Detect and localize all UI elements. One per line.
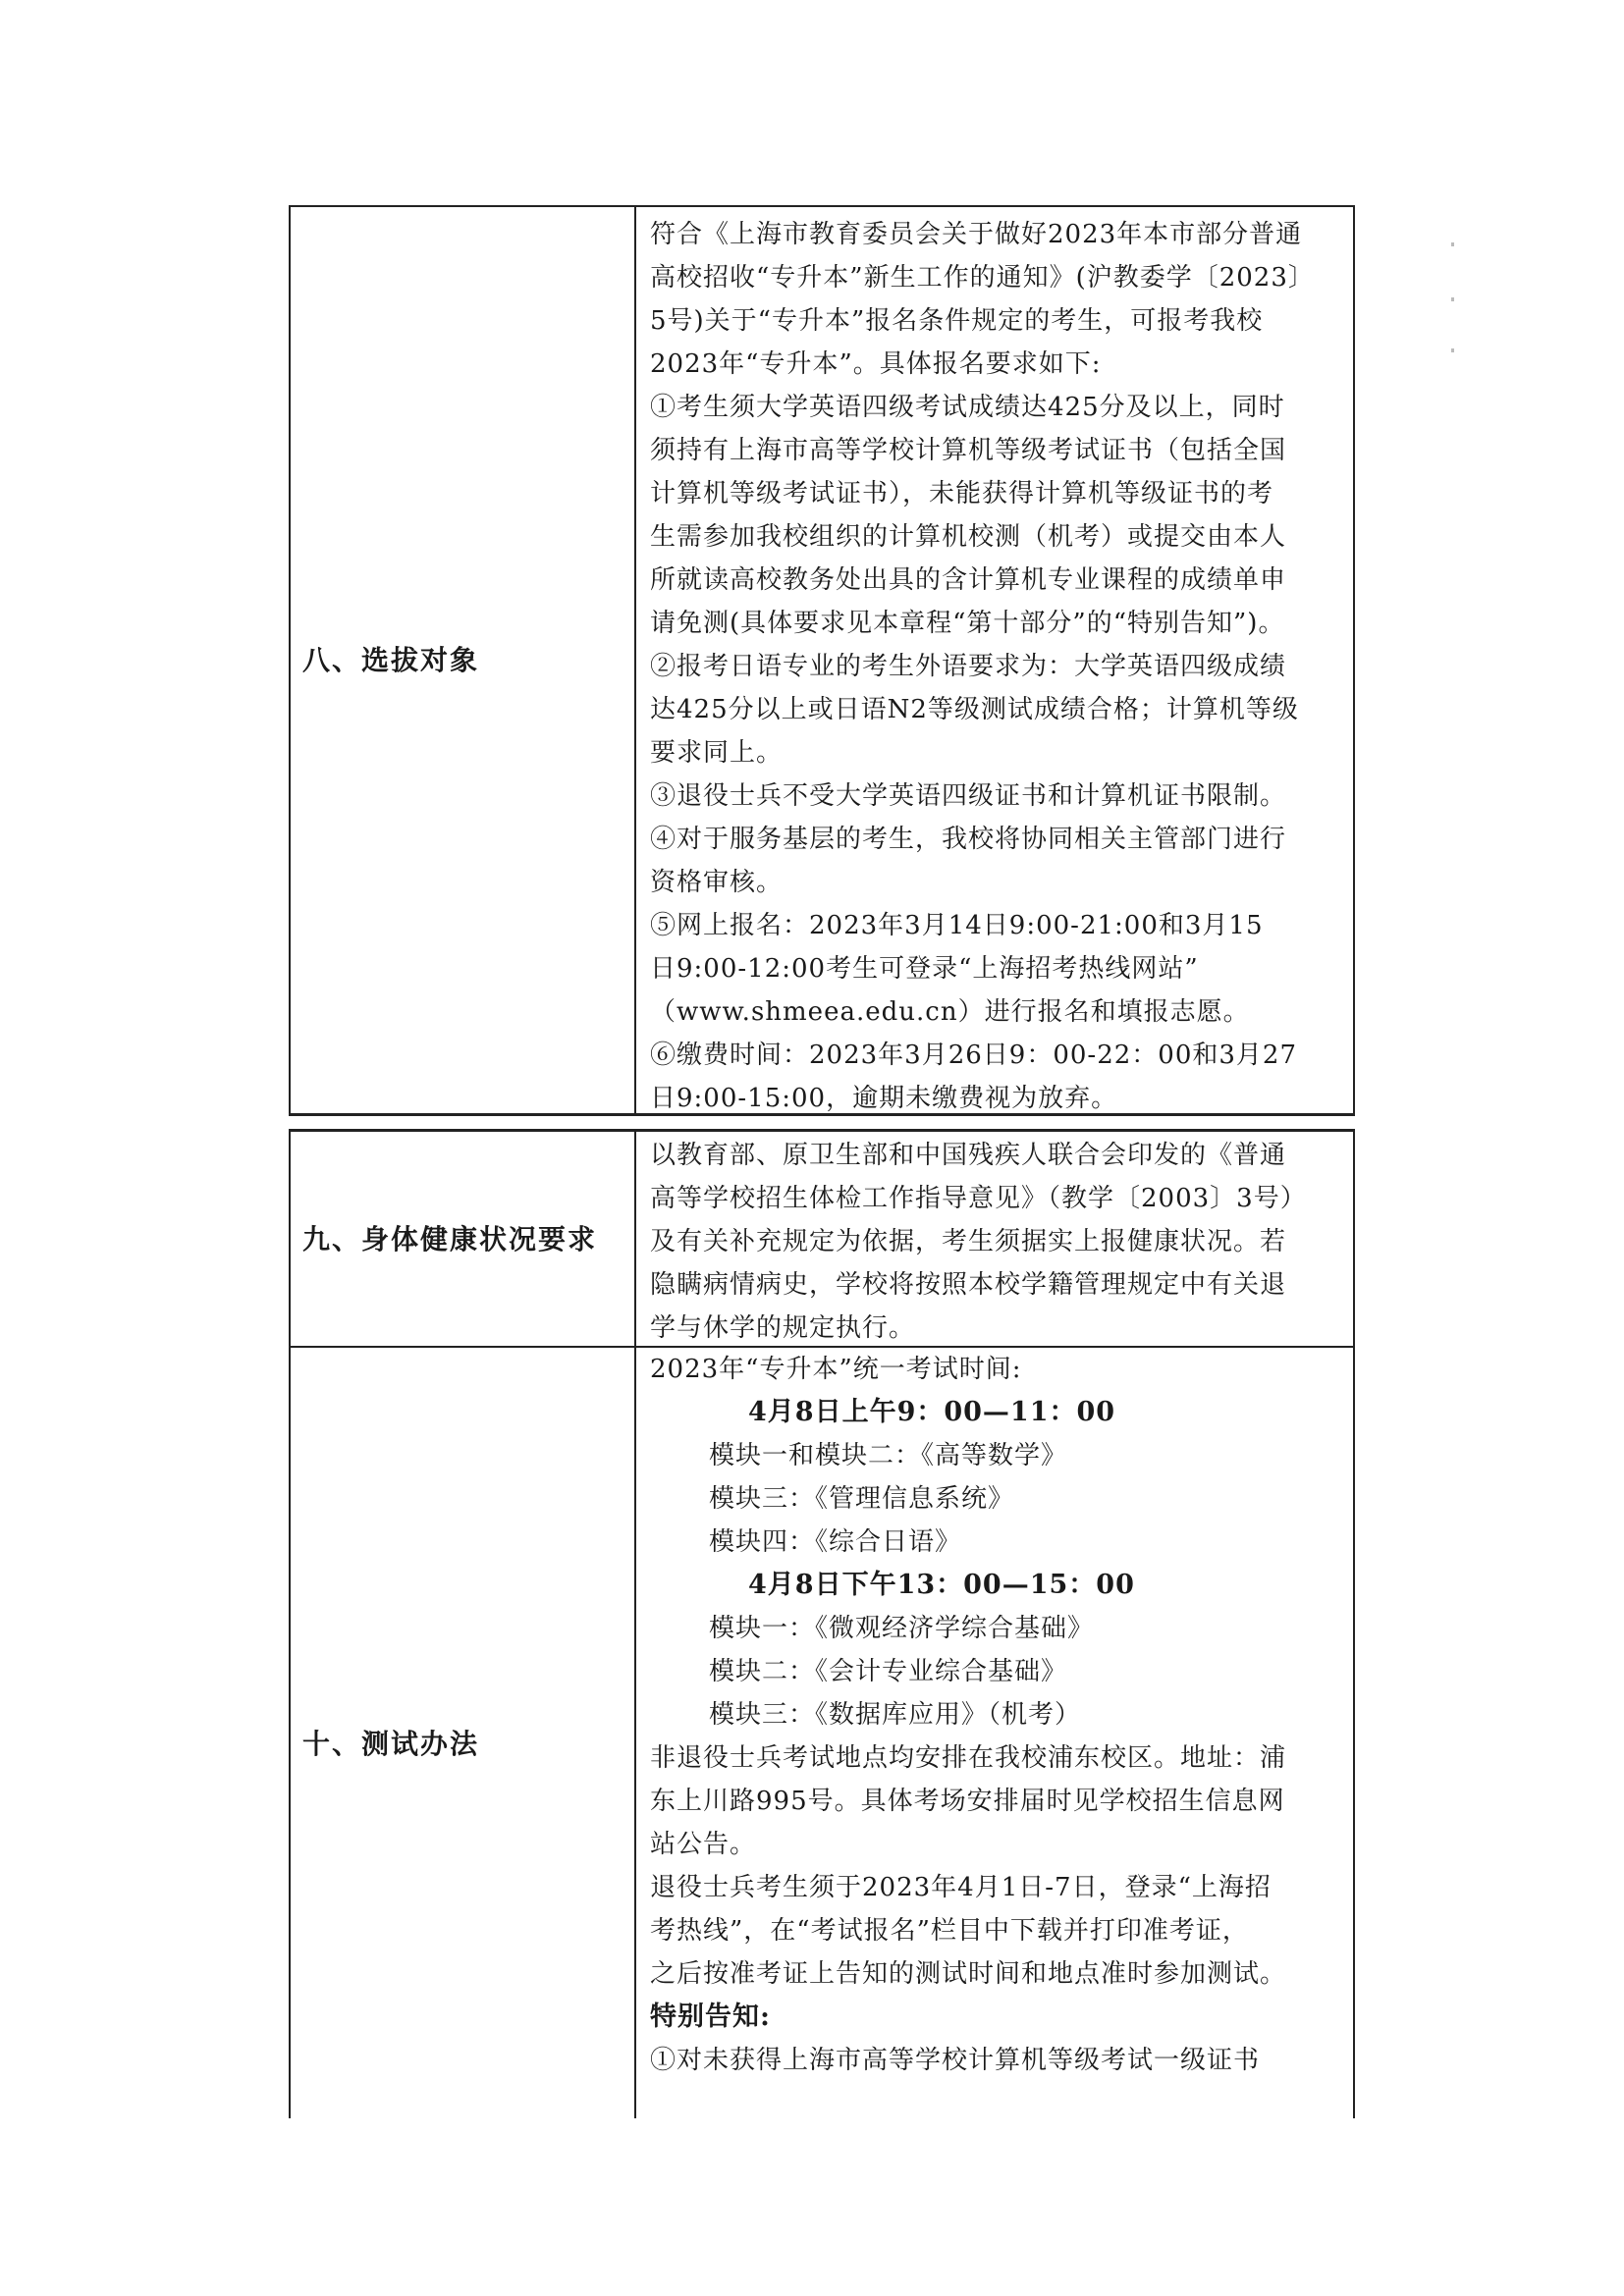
text-line: 请免测(具体要求见本章程“第十部分”的“特别告知”)。 [650,609,1285,638]
label-cell [291,207,636,1113]
text-line: ①考生须大学英语四级考试成绩达425分及以上，同时 [650,393,1285,422]
section-label: 八、选拔对象 [302,644,480,676]
text-line: 学与休学的规定执行。 [650,1313,916,1343]
exam-module: 模块一：《微观经济学综合基础》 [709,1614,1095,1643]
text-line: （www.shmeea.edu.cn）进行报名和填报志愿。 [650,997,1250,1027]
table-part-2 [289,1129,1355,2118]
text-line: 2023年“专升本”统一考试时间: [650,1355,1022,1384]
text-line: 符合《上海市教育委员会关于做好2023年本市部分普通 [650,220,1303,249]
text-line: 生需参加我校组织的计算机校测（机考）或提交由本人 [650,522,1287,552]
scan-speck [1451,348,1454,352]
text-line: 站公告。 [650,1830,757,1859]
schedule-heading: 4月8日下午13：00—15：00 [748,1570,1135,1600]
text-line: ②报考日语专业的考生外语要求为：大学英语四级成绩 [650,652,1287,681]
text-line: ③退役士兵不受大学英语四级证书和计算机证书限制。 [650,781,1287,811]
section-row-8 [291,207,1353,1113]
text-line: 高等学校招生体检工作指导意见》（教学〔2003〕3号） [650,1184,1307,1213]
label-cell [291,1132,636,1346]
text-line: 5号)关于“专升本”报名条件规定的考生，可报考我校 [650,306,1264,336]
exam-module: 模块四：《综合日语》 [709,1527,962,1557]
text-line: 要求同上。 [650,738,784,768]
text-line: 须持有上海市高等学校计算机等级考试证书（包括全国 [650,436,1287,465]
text-line: ⑤网上报名：2023年3月14日9:00-21:00和3月15 [650,911,1264,940]
text-line: ④对于服务基层的考生，我校将协同相关主管部门进行 [650,825,1287,854]
text-line: ⑥缴费时间：2023年3月26日9：00-22：00和3月27 [650,1041,1297,1070]
exam-module: 模块三：《数据库应用》（机考） [709,1700,1082,1730]
text-line: 退役士兵考生须于2023年4月1日-7日，登录“上海招 [650,1873,1272,1902]
label-cell [291,1348,636,2118]
text-line: ①对未获得上海市高等学校计算机等级考试一级证书 [650,2046,1261,2075]
content-cell [650,1134,1345,1350]
text-line: 非退役士兵考试地点均安排在我校浦东校区。地址：浦 [650,1743,1287,1773]
text-line: 东上川路995号。具体考场安排届时见学校招生信息网 [650,1787,1285,1816]
text-line: 隐瞒病情病史，学校将按照本校学籍管理规定中有关退 [650,1270,1287,1300]
special-notice-heading: 特别告知: [650,2002,771,2032]
text-line: 日9:00-15:00，逾期未缴费视为放弃。 [650,1084,1118,1113]
text-line: 高校招收“专升本”新生工作的通知》(沪教委学〔2023〕 [650,263,1315,293]
table-part-1 [289,205,1355,1116]
text-line: 以教育部、原卫生部和中国残疾人联合会印发的《普通 [650,1141,1287,1170]
text-line: 所就读高校教务处出具的含计算机专业课程的成绩单申 [650,565,1287,595]
exam-module: 模块一和模块二：《高等数学》 [709,1441,1068,1470]
text-line: 计算机等级考试证书），未能获得计算机等级证书的考 [650,479,1274,508]
exam-module: 模块三：《管理信息系统》 [709,1484,1015,1514]
section-row-10 [291,1346,1353,2118]
scan-speck [1451,242,1454,246]
scan-speck [1451,297,1454,301]
text-line: 考热线”，在“考试报名”栏目中下载并打印准考证， [650,1916,1249,1946]
exam-module: 模块二：《会计专业综合基础》 [709,1657,1068,1686]
section-row-9 [291,1132,1353,1346]
section-label: 九、身体健康状况要求 [302,1223,598,1255]
schedule-heading: 4月8日上午9：00—11：00 [748,1397,1116,1427]
text-line: 日9:00-12:00考生可登录“上海招考热线网站” [650,954,1199,984]
section-label: 十、测试办法 [302,1728,480,1760]
text-line: 及有关补充规定为依据，考生须据实上报健康状况。若 [650,1227,1287,1256]
content-cell [650,213,1345,1120]
text-line: 达425分以上或日语N2等级测试成绩合格；计算机等级 [650,695,1299,724]
text-line: 资格审核。 [650,868,784,897]
content-cell [650,1348,1345,2082]
text-line: 2023年“专升本”。具体报名要求如下: [650,349,1102,379]
text-line: 之后按准考证上告知的测试时间和地点准时参加测试。 [650,1959,1287,1989]
